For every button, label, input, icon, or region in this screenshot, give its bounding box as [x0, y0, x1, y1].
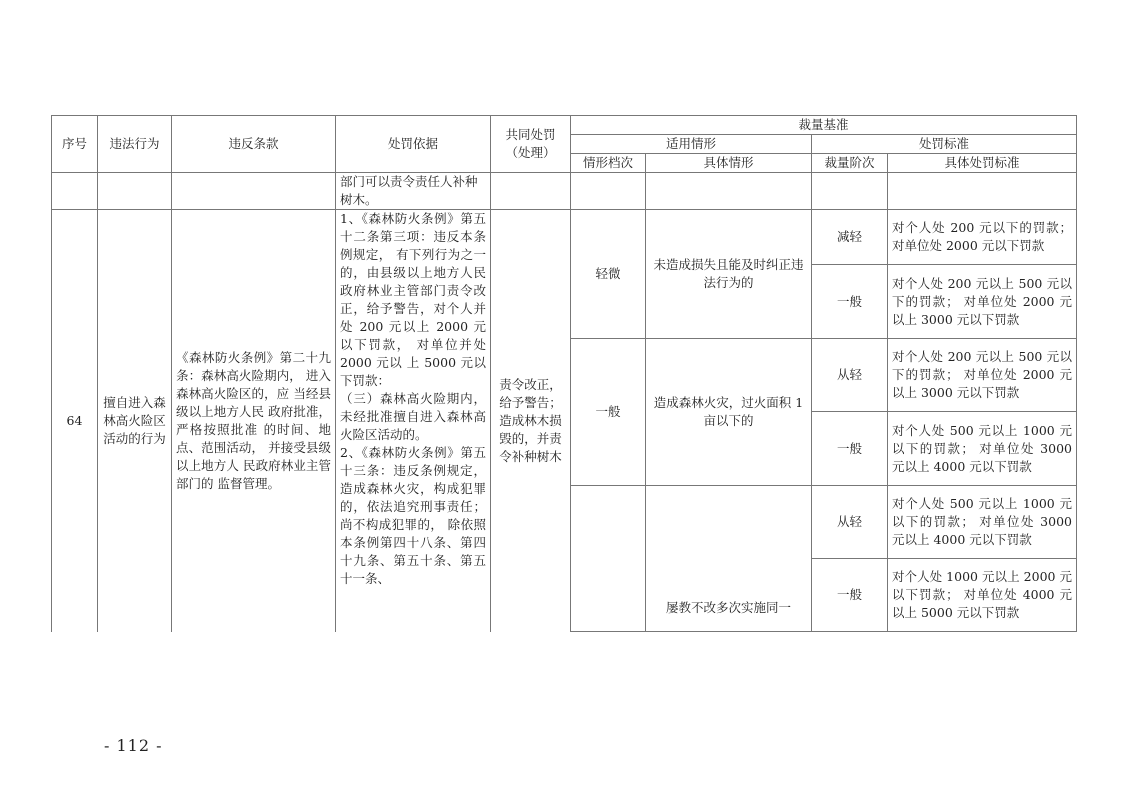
header-discretion: 裁量基准 — [571, 116, 1077, 135]
level-severe — [571, 486, 646, 632]
row-act: 擅自进入森林高火险区活动的行为 — [98, 210, 172, 632]
continuation-clause — [172, 173, 336, 210]
standard-4: 对个人处 500 元以上 1000 元 以下的罚款； 对单位处 3000 元以上 4000 元以下罚款 — [888, 412, 1077, 486]
level-general: 一般 — [571, 339, 646, 486]
continuation-level — [571, 173, 646, 210]
row-seq: 64 — [52, 210, 98, 632]
standard-5: 对个人处 500 元以上 1000 元 以下的罚款； 对单位处 3000 元以上 4000 元以下罚款 — [888, 486, 1077, 559]
page-number: - 112 - — [104, 736, 163, 755]
detail-minor: 未造成损失且能及时纠正违法行为的 — [646, 210, 812, 339]
header-common: 共同处罚 （处理） — [491, 116, 571, 173]
standard-2: 对个人处 200 元以上 500 元以下的罚款； 对单位处 2000 元以上 3000 元以下罚款 — [888, 265, 1077, 339]
stage-4: 一般 — [812, 412, 888, 486]
header-seq: 序号 — [52, 116, 98, 173]
stage-2: 一般 — [812, 265, 888, 339]
detail-severe: 屡教不改多次实施同一 — [646, 486, 812, 632]
continuation-common — [491, 173, 571, 210]
stage-5: 从轻 — [812, 486, 888, 559]
standard-1: 对个人处 200 元以下的罚款； 对单位处 2000 元以下罚款 — [888, 210, 1077, 265]
standard-6: 对个人处 1000 元以上 2000 元以下罚款； 对单位处 4000 元以上 5000 元以下罚款 — [888, 559, 1077, 632]
header-concrete: 具体处罚标准 — [888, 154, 1077, 173]
standard-3: 对个人处 200 元以上 500 元以下的罚款； 对单位处 2000 元以上 3000 元以下罚款 — [888, 339, 1077, 412]
row-basis: 1、《森林防火条例》第五十二条第三项：违反本条例规定， 有下列行为之一的，由县级以上地方人民政府林业主管部门责令改正，给予警告，对个人并处 200 元以上 2000 元以下罚款， 对单位并处 2000 元以 上 5000 元以下罚款： （三）森林高火险期内，未经批准擅自进入森林高火险区活动的。 2、《森林防火条例》第五十三条：违反条例规定，造成森林火灾，构成犯罪的，依法追究刑事责任；尚不构成犯罪的， 除依照本条例第四十八条、第四十九条、第五十条、第五十一条、 — [336, 210, 491, 632]
stage-1: 减轻 — [812, 210, 888, 265]
header-level: 情形档次 — [571, 154, 646, 173]
detail-general: 造成森林火灾，过火面积 1 亩以下的 — [646, 339, 812, 486]
level-minor: 轻微 — [571, 210, 646, 339]
stage-6: 一般 — [812, 559, 888, 632]
header-standard: 处罚标准 — [812, 135, 1077, 154]
header-act: 违法行为 — [98, 116, 172, 173]
header-basis: 处罚依据 — [336, 116, 491, 173]
header-detail: 具体情形 — [646, 154, 812, 173]
stage-3: 从轻 — [812, 339, 888, 412]
continuation-act — [98, 173, 172, 210]
continuation-seq — [52, 173, 98, 210]
header-situation: 适用情形 — [571, 135, 812, 154]
row-clause: 《森林防火条例》第二十九条：森林高火险期内， 进入森林高火险区的，应 当经县级以上地方人民 政府批准，严格按照批准 的时间、地点、范围活动， 并接受县级以上地方人 民政府林业主管部门的 监督管理。 — [172, 210, 336, 632]
header-stage: 裁量阶次 — [812, 154, 888, 173]
continuation-concrete — [888, 173, 1077, 210]
continuation-stage — [812, 173, 888, 210]
header-clause: 违反条款 — [172, 116, 336, 173]
penalty-table — [51, 115, 1077, 632]
continuation-detail — [646, 173, 812, 210]
continuation-basis: 部门可以责令责任人补种树木。 — [336, 173, 491, 210]
row-common: 责令改正，给予警告；造成林木损毁的，并责令补种树木 — [491, 210, 571, 632]
